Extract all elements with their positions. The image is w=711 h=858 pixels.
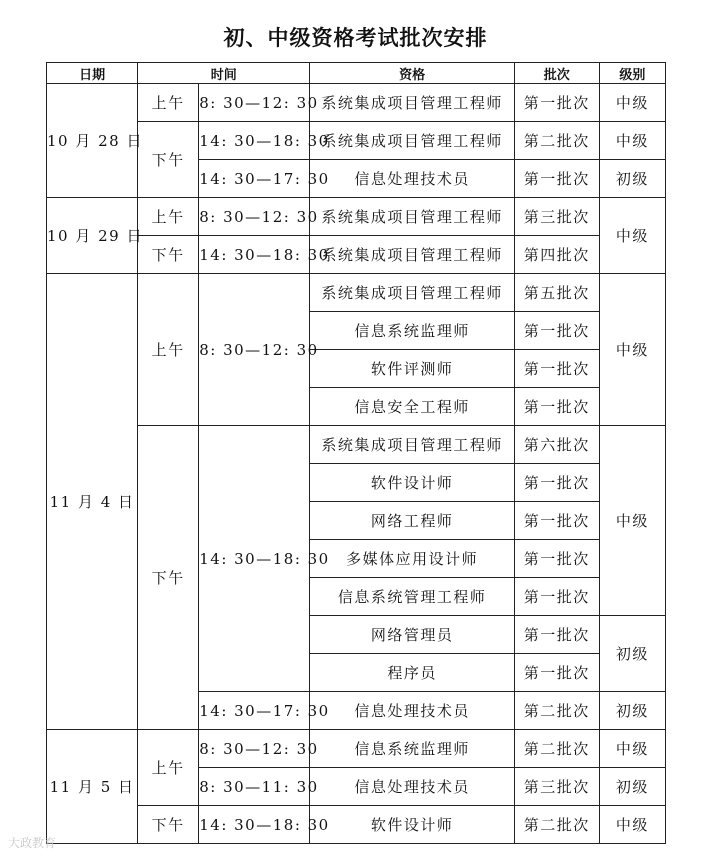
qualification-cell: 多媒体应用设计师: [310, 540, 514, 578]
table-row: [47, 274, 666, 312]
qualification-cell: 信息处理技术员: [310, 692, 514, 730]
batch-cell: 第一批次: [514, 350, 599, 388]
batch-cell: 第二批次: [514, 730, 599, 768]
qualification-cell: 系统集成项目管理工程师: [310, 274, 514, 312]
qualification-cell: 系统集成项目管理工程师: [310, 84, 514, 122]
batch-cell: 第三批次: [514, 768, 599, 806]
level-cell: 中级: [599, 426, 665, 616]
level-cell: 初级: [599, 160, 665, 198]
header-time: 时间: [138, 63, 310, 84]
time-cell: 14: 30—17: 30: [199, 160, 310, 198]
header-date: 日期: [47, 63, 138, 84]
batch-cell: 第三批次: [514, 198, 599, 236]
time-cell: 14: 30—18: 30: [199, 806, 310, 844]
level-cell: 中级: [599, 198, 665, 274]
level-cell: 初级: [599, 768, 665, 806]
qualification-cell: 系统集成项目管理工程师: [310, 122, 514, 160]
batch-cell: 第五批次: [514, 274, 599, 312]
qualification-cell: 网络管理员: [310, 616, 514, 654]
batch-cell: 第一批次: [514, 388, 599, 426]
half-day-cell: 上午: [138, 198, 199, 236]
qualification-cell: 系统集成项目管理工程师: [310, 426, 514, 464]
schedule-table: [46, 62, 666, 844]
time-cell: 8: 30—12: 30: [199, 198, 310, 236]
level-cell: 初级: [599, 692, 665, 730]
header-row: [47, 63, 666, 84]
level-cell: 中级: [599, 122, 665, 160]
time-cell: 8: 30—12: 30: [199, 730, 310, 768]
date-cell: 11 月 4 日: [47, 274, 138, 730]
date-cell: 11 月 5 日: [47, 730, 138, 844]
level-cell: 初级: [599, 616, 665, 692]
watermark: 大政教育: [8, 836, 57, 850]
half-day-cell: 下午: [138, 236, 199, 274]
qualification-cell: 信息处理技术员: [310, 768, 514, 806]
header-level: 级别: [599, 63, 665, 84]
batch-cell: 第一批次: [514, 160, 599, 198]
batch-cell: 第一批次: [514, 464, 599, 502]
date-cell: 10 月 28 日: [47, 84, 138, 198]
time-cell: 14: 30—18: 30: [199, 236, 310, 274]
batch-cell: 第二批次: [514, 692, 599, 730]
table-row: [47, 84, 666, 122]
half-day-cell: 下午: [138, 806, 199, 844]
table-row: [47, 198, 666, 236]
qualification-cell: 软件设计师: [310, 806, 514, 844]
batch-cell: 第四批次: [514, 236, 599, 274]
batch-cell: 第一批次: [514, 312, 599, 350]
qualification-cell: 软件设计师: [310, 464, 514, 502]
time-cell: 14: 30—18: 30: [199, 426, 310, 692]
batch-cell: 第一批次: [514, 578, 599, 616]
half-day-cell: 下午: [138, 426, 199, 730]
qualification-cell: 网络工程师: [310, 502, 514, 540]
level-cell: 中级: [599, 274, 665, 426]
qualification-cell: 信息系统监理师: [310, 730, 514, 768]
header-qualification: 资格: [310, 63, 514, 84]
time-cell: 8: 30—11: 30: [199, 768, 310, 806]
qualification-cell: 软件评测师: [310, 350, 514, 388]
batch-cell: 第一批次: [514, 502, 599, 540]
table-row: [47, 730, 666, 768]
half-day-cell: 上午: [138, 730, 199, 806]
batch-cell: 第二批次: [514, 806, 599, 844]
qualification-cell: 信息安全工程师: [310, 388, 514, 426]
half-day-cell: 下午: [138, 122, 199, 198]
time-cell: 8: 30—12: 30: [199, 274, 310, 426]
qualification-cell: 程序员: [310, 654, 514, 692]
level-cell: 中级: [599, 806, 665, 844]
batch-cell: 第二批次: [514, 122, 599, 160]
batch-cell: 第一批次: [514, 616, 599, 654]
level-cell: 中级: [599, 84, 665, 122]
qualification-cell: 信息系统监理师: [310, 312, 514, 350]
qualification-cell: 系统集成项目管理工程师: [310, 236, 514, 274]
qualification-cell: 系统集成项目管理工程师: [310, 198, 514, 236]
qualification-cell: 信息处理技术员: [310, 160, 514, 198]
table-row: [47, 426, 666, 464]
batch-cell: 第一批次: [514, 84, 599, 122]
table-row: [47, 806, 666, 844]
batch-cell: 第一批次: [514, 540, 599, 578]
page-title: 初、中级资格考试批次安排: [223, 25, 488, 50]
date-cell: 10 月 29 日: [47, 198, 138, 274]
level-cell: 中级: [599, 730, 665, 768]
time-cell: 8: 30—12: 30: [199, 84, 310, 122]
batch-cell: 第一批次: [514, 654, 599, 692]
half-day-cell: 上午: [138, 274, 199, 426]
time-cell: 14: 30—18: 30: [199, 122, 310, 160]
batch-cell: 第六批次: [514, 426, 599, 464]
header-batch: 批次: [514, 63, 599, 84]
qualification-cell: 信息系统管理工程师: [310, 578, 514, 616]
time-cell: 14: 30—17: 30: [199, 692, 310, 730]
half-day-cell: 上午: [138, 84, 199, 122]
